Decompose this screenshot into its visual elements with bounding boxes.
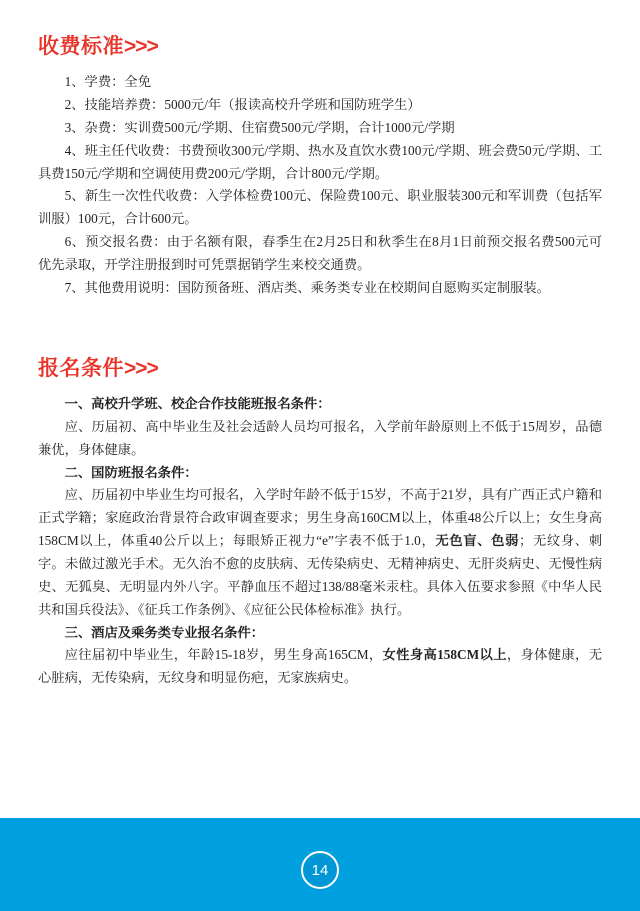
requirement-subheading-2: 二、国防班报名条件： xyxy=(64,464,198,480)
fee-item-6: 6、预交报名费：由于名额有限，春季生在2月25日和秋季生在8月1日前预交报名费500元可优先录取，开学注册报到时可凭票据销学生来校交通费。 xyxy=(38,234,602,273)
run-text: 应、历届初中毕业生均可报名，入学时年龄不低于15岁，不高于21岁，具有广西正式户籍和正式学籍；家庭政治背景符合政审调查要求；男生身高160CM以上，体重48公斤以上；女生身高158CM以上，体重40公斤以上；每眼矫正视力“e”字表不低于1.0， xyxy=(38,487,602,549)
run-text: 应往届初中毕业生，年龄15-18岁，男生身高165CM， xyxy=(64,647,383,663)
section-application-requirements xyxy=(38,356,602,690)
section-divider xyxy=(38,300,602,326)
run-text: ；无纹身、刺字。未做过激光手术。无久治不愈的皮肤病、无传染病史、无精神病史、无肝炎病史、无慢性病史、无狐臭、无明显内外八字。平静血压不超过138/88毫米汞柱。具体入伍要求参照《中华人民共和国兵役法》、《征兵工作条例》、《应征公民体检标准》执行。 xyxy=(38,533,603,617)
requirement-body-1: 应、历届初、高中毕业生及社会适龄人员均可报名，入学前年龄原则上不低于15周岁，品德兼优，身体健康。 xyxy=(38,418,602,457)
fee-item-3: 3、杂费：实训费500元/学期、住宿费500元/学期，合计1000元/学期 xyxy=(64,119,455,135)
heading-text: 收费标准 xyxy=(38,35,124,58)
requirement-body-2 xyxy=(38,484,602,621)
run-text-bold: 无色盲、色弱 xyxy=(435,533,520,549)
fee-item-7: 7、其他费用说明：国防预备班、酒店类、乘务类专业在校期间自愿购买定制服装。 xyxy=(64,279,550,295)
section-fee-standard xyxy=(38,34,602,300)
fee-item-5: 5、新生一次性代收费：入学体检费100元、保险费100元、职业服装300元和军训费（包括军训服）100元，合计600元。 xyxy=(38,188,602,227)
section-heading-requirements xyxy=(38,356,602,381)
fee-item-1: 1、学费：全免 xyxy=(64,74,152,90)
fee-item-2: 2、技能培养费：5000元/年（报读高校升学班和国防班学生） xyxy=(64,97,421,113)
run-text-bold: 女性身高158CM以上 xyxy=(382,647,507,663)
heading-arrows: >>> xyxy=(124,356,158,380)
heading-text: 报名条件 xyxy=(38,356,124,380)
requirement-subheading-3: 三、酒店及乘务类专业报名条件： xyxy=(64,624,265,640)
page-number-badge: 14 xyxy=(301,851,339,889)
fee-item-4: 4、班主任代收费：书费预收300元/学期、热水及直饮水费100元/学期、班会费50元/学期、工具费150元/学期和空调使用费200元/学期，合计800元/学期。 xyxy=(38,142,602,181)
run-text: ，身体健康，无心脏病，无传染病，无纹身和明显伤疤，无家族病史。 xyxy=(38,647,602,686)
heading-arrows: >>> xyxy=(124,35,158,58)
requirement-body-3 xyxy=(38,644,602,690)
requirement-subheading-1: 一、高校升学班、校企合作技能班报名条件： xyxy=(64,395,331,411)
section-heading-fee xyxy=(38,34,602,59)
